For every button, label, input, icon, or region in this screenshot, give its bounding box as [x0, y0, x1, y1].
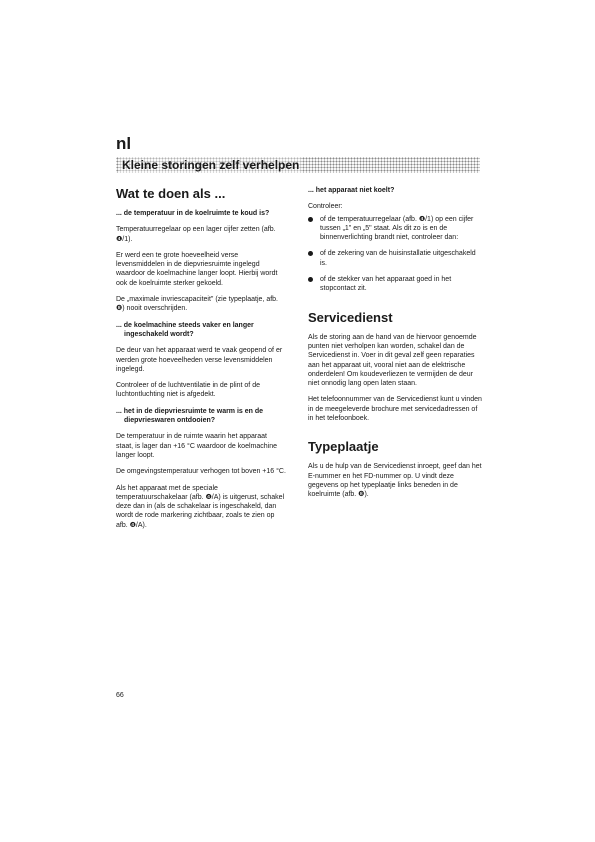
service-title: Servicedienst — [308, 309, 393, 325]
check-intro: Controleer: — [308, 203, 343, 211]
section-banner — [116, 157, 480, 173]
bullet-icon — [308, 217, 313, 222]
section-title: Wat te doen als ... — [116, 186, 226, 201]
list-item-text: of de stekker van het apparaat goed in het stopcontact zit. — [320, 276, 452, 293]
paragraph: Als u de hulp van de Servicedienst inroept, geef dan het E-nummer en het FD-nummer op. U vindt deze gegevens op het typeplaatje links beneden in de koelruimte (afb. ❽). — [308, 463, 482, 499]
right-column — [308, 186, 482, 507]
list-item-text: of de zekering van de huisinstallatie uitgeschakeld is. — [320, 250, 476, 267]
bullet-icon — [308, 277, 313, 282]
left-column — [116, 186, 286, 537]
bullet-icon — [308, 251, 313, 256]
check-list — [308, 215, 482, 294]
list-item — [308, 275, 482, 294]
list-item-text: of de temperatuurregelaar (afb. ❹/1) op een cijfer tussen „1" en „5" staat. Als dit zo is en de binnenverlichting brandt niet, controleer dan: — [320, 215, 474, 242]
question-heading: ... de koelmachine steeds vaker en langer ingeschakeld wordt? — [116, 321, 254, 338]
paragraph: De „maximale invriescapaciteit" (zie typeplaatje, afb. ❽) nooit overschrijden. — [116, 296, 278, 313]
question-heading: ... de temperatuur in de koelruimte te koud is? — [116, 210, 270, 217]
paragraph: Als de storing aan de hand van de hiervoor genoemde punten niet verholpen kan worden, schakel dan de Servicedienst in. Voer in dit geval zelf geen reparaties aan het apparaat uit, vooral niet aan de elektrische onderdelen! Om koudeverliezen te vermijden de deur niet onnodig lang open laten staan. — [308, 333, 477, 388]
paragraph: Het telefoonnummer van de Servicedienst kunt u vinden in de meegeleverde brochure met servicedadressen of in het telefoonboek. — [308, 396, 482, 423]
question-heading: ... het in de diepvriesruimte te warm is en de diepvrieswaren ontdooien? — [116, 407, 264, 425]
list-item — [308, 249, 482, 268]
paragraph: De deur van het apparaat werd te vaak geopend of er werden grote hoeveelheden verse levensmiddelen ingelegd. — [116, 347, 283, 373]
paragraph: Er werd een te grote hoeveelheid verse levensmiddelen in de diepvriesruimte ingelegd waardoor de koelmachine langer loopt. Hierbij wordt ook de koelruimte sterker gekoeld. — [116, 251, 278, 287]
page-number: 66 — [116, 692, 124, 699]
paragraph: Controleer of de luchtventilatie in de plint of de luchtontluchting niet is afgedekt. — [116, 382, 260, 399]
typeplate-title: Typeplaatje — [308, 439, 379, 455]
language-code: nl — [116, 134, 132, 153]
question-heading: ... het apparaat niet koelt? — [308, 187, 395, 194]
paragraph: De omgevingstemperatuur verhogen tot boven +16 °C. — [116, 468, 286, 476]
paragraph: Als het apparaat met de speciale temperatuurschakelaar (afb. ❹/A) is uitgerust, schakel deze dan in (als de schakelaar is ingeschakeld, dan wordt de rode markering zichtbaar, zoals te zien op afb. ❹/A). — [116, 484, 285, 529]
left-blocks — [116, 209, 286, 530]
paragraph: Temperatuurregelaar op een lager cijfer zetten (afb. ❹/1). — [116, 226, 276, 243]
list-item — [308, 215, 482, 243]
banner-title: Kleine storingen zelf verhelpen — [122, 158, 300, 172]
paragraph: De temperatuur in de ruimte waarin het apparaat staat, is lager dan +16 °C waardoor de koelmachine langer loopt. — [116, 433, 277, 459]
